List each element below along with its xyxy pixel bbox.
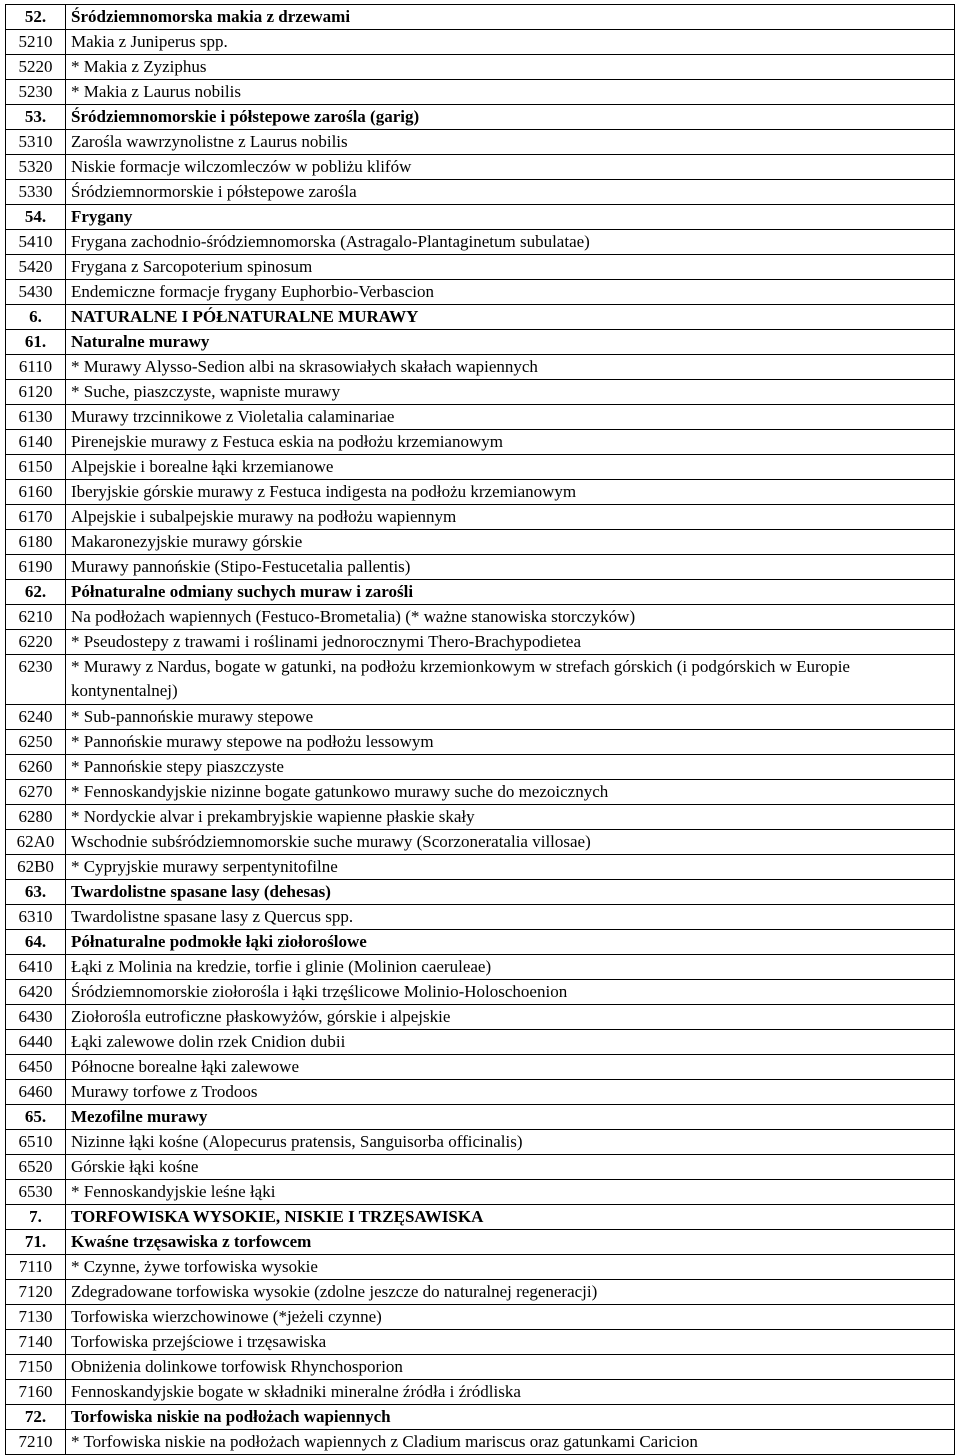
section-header-row	[6, 330, 955, 355]
table-row	[6, 255, 955, 280]
table-row	[6, 655, 955, 705]
table-row	[6, 980, 955, 1005]
table-row	[6, 630, 955, 655]
habitat-name: * Czynne, żywe torfowiska wysokie	[66, 1255, 955, 1280]
habitat-code: 6310	[6, 905, 66, 930]
habitat-name: Śródziemnomorskie ziołorośla i łąki trzęślicowe Molinio-Holoschoenion	[66, 980, 955, 1005]
habitat-name: * Cypryjskie murawy serpentynitofilne	[66, 855, 955, 880]
habitat-table-body	[6, 5, 955, 1455]
section-header-row	[6, 305, 955, 330]
table-row	[6, 30, 955, 55]
habitat-code: 6180	[6, 530, 66, 555]
habitat-code: 7160	[6, 1380, 66, 1405]
habitat-code: 5230	[6, 80, 66, 105]
table-row	[6, 455, 955, 480]
habitat-name: Twardolistne spasane lasy (dehesas)	[66, 880, 955, 905]
table-row	[6, 855, 955, 880]
habitat-name: Półnaturalne odmiany suchych muraw i zarośli	[66, 580, 955, 605]
habitat-code: 62.	[6, 580, 66, 605]
habitat-code: 5420	[6, 255, 66, 280]
table-row	[6, 780, 955, 805]
table-row	[6, 955, 955, 980]
habitat-name: Śródziemnomorskie i półstepowe zarośla (garig)	[66, 105, 955, 130]
habitat-code: 5220	[6, 55, 66, 80]
habitat-code: 6450	[6, 1055, 66, 1080]
habitat-code: 6140	[6, 430, 66, 455]
table-row	[6, 55, 955, 80]
table-row	[6, 355, 955, 380]
habitat-name: Wschodnie subśródziemnomorskie suche murawy (Scorzoneratalia villosae)	[66, 830, 955, 855]
habitat-name: * Murawy Alysso-Sedion albi na skrasowiałych skałach wapiennych	[66, 355, 955, 380]
habitat-code: 7110	[6, 1255, 66, 1280]
habitat-name: Murawy trzcinnikowe z Violetalia calaminariae	[66, 405, 955, 430]
habitat-name: Łąki zalewowe dolin rzek Cnidion dubii	[66, 1030, 955, 1055]
habitat-code: 62A0	[6, 830, 66, 855]
table-row	[6, 430, 955, 455]
table-row	[6, 1080, 955, 1105]
habitat-name: Frygana zachodnio-śródziemnomorska (Astragalo-Plantaginetum subulatae)	[66, 230, 955, 255]
habitat-name: Murawy pannońskie (Stipo-Festucetalia pallentis)	[66, 555, 955, 580]
section-header-row	[6, 930, 955, 955]
table-row	[6, 480, 955, 505]
habitat-name: * Sub-pannońskie murawy stepowe	[66, 705, 955, 730]
habitat-name: * Suche, piaszczyste, wapniste murawy	[66, 380, 955, 405]
habitat-name: NATURALNE I PÓŁNATURALNE MURAWY	[66, 305, 955, 330]
habitat-name: * Fennoskandyjskie nizinne bogate gatunkowo murawy suche do mezoicznych	[66, 780, 955, 805]
habitat-code: 6250	[6, 730, 66, 755]
habitat-code: 5210	[6, 30, 66, 55]
table-row	[6, 280, 955, 305]
section-header-row	[6, 1105, 955, 1130]
table-row	[6, 905, 955, 930]
habitat-name: Łąki z Molinia na kredzie, torfie i glinie (Molinion caeruleae)	[66, 955, 955, 980]
habitat-name: Fennoskandyjskie bogate w składniki mineralne źródła i źródliska	[66, 1380, 955, 1405]
habitat-name: Na podłożach wapiennych (Festuco-Brometalia) (* ważne stanowiska storczyków)	[66, 605, 955, 630]
table-row	[6, 1005, 955, 1030]
table-row	[6, 1355, 955, 1380]
habitat-table	[5, 4, 955, 1455]
habitat-name: Zdegradowane torfowiska wysokie (zdolne jeszcze do naturalnej regeneracji)	[66, 1280, 955, 1305]
section-header-row	[6, 880, 955, 905]
habitat-name: Półnaturalne podmokłe łąki ziołoroślowe	[66, 930, 955, 955]
table-row	[6, 380, 955, 405]
habitat-name: Ziołorośla eutroficzne płaskowyżów, górskie i alpejskie	[66, 1005, 955, 1030]
table-row	[6, 505, 955, 530]
habitat-code: 7130	[6, 1305, 66, 1330]
habitat-name: Makia z Juniperus spp.	[66, 30, 955, 55]
habitat-code: 52.	[6, 5, 66, 30]
habitat-code: 5330	[6, 180, 66, 205]
habitat-name: TORFOWISKA WYSOKIE, NISKIE I TRZĘSAWISKA	[66, 1205, 955, 1230]
habitat-name: Śródziemnomorska makia z drzewami	[66, 5, 955, 30]
habitat-name: Kwaśne trzęsawiska z torfowcem	[66, 1230, 955, 1255]
section-header-row	[6, 105, 955, 130]
habitat-code: 7.	[6, 1205, 66, 1230]
table-row	[6, 405, 955, 430]
habitat-name: Nizinne łąki kośne (Alopecurus pratensis, Sanguisorba officinalis)	[66, 1130, 955, 1155]
habitat-code: 5320	[6, 155, 66, 180]
table-row	[6, 705, 955, 730]
table-row	[6, 155, 955, 180]
habitat-name: Alpejskie i subalpejskie murawy na podłożu wapiennym	[66, 505, 955, 530]
habitat-name: Torfowiska przejściowe i trzęsawiska	[66, 1330, 955, 1355]
habitat-name: * Makia z Zyziphus	[66, 55, 955, 80]
habitat-code: 6.	[6, 305, 66, 330]
table-row	[6, 1130, 955, 1155]
table-row	[6, 555, 955, 580]
table-row	[6, 1280, 955, 1305]
habitat-code: 6190	[6, 555, 66, 580]
habitat-name: * Makia z Laurus nobilis	[66, 80, 955, 105]
table-row	[6, 530, 955, 555]
table-row	[6, 805, 955, 830]
habitat-name: Twardolistne spasane lasy z Quercus spp.	[66, 905, 955, 930]
habitat-code: 53.	[6, 105, 66, 130]
habitat-code: 6530	[6, 1180, 66, 1205]
section-header-row	[6, 1230, 955, 1255]
habitat-code: 5430	[6, 280, 66, 305]
table-row	[6, 1305, 955, 1330]
table-row	[6, 1430, 955, 1455]
habitat-code: 6520	[6, 1155, 66, 1180]
habitat-name: * Murawy z Nardus, bogate w gatunki, na podłożu krzemionkowym w strefach górskich (i podgórskich w Europie kontynentalnej)	[66, 655, 955, 705]
habitat-code: 6460	[6, 1080, 66, 1105]
habitat-code: 6230	[6, 655, 66, 705]
habitat-code: 5410	[6, 230, 66, 255]
habitat-code: 6170	[6, 505, 66, 530]
habitat-name: * Pannońskie stepy piaszczyste	[66, 755, 955, 780]
habitat-name: Pirenejskie murawy z Festuca eskia na podłożu krzemianowym	[66, 430, 955, 455]
habitat-code: 65.	[6, 1105, 66, 1130]
table-row	[6, 1380, 955, 1405]
habitat-name: Frygana z Sarcopoterium spinosum	[66, 255, 955, 280]
habitat-code: 6120	[6, 380, 66, 405]
habitat-code: 62B0	[6, 855, 66, 880]
habitat-name: * Torfowiska niskie na podłożach wapiennych z Cladium mariscus oraz gatunkami Caricion	[66, 1430, 955, 1455]
section-header-row	[6, 580, 955, 605]
habitat-code: 6210	[6, 605, 66, 630]
habitat-code: 6150	[6, 455, 66, 480]
habitat-name: Torfowiska wierzchowinowe (*jeżeli czynne)	[66, 1305, 955, 1330]
habitat-name: Murawy torfowe z Trodoos	[66, 1080, 955, 1105]
table-row	[6, 830, 955, 855]
habitat-code: 6410	[6, 955, 66, 980]
habitat-code: 5310	[6, 130, 66, 155]
habitat-name: Mezofilne murawy	[66, 1105, 955, 1130]
habitat-name: Makaronezyjskie murawy górskie	[66, 530, 955, 555]
habitat-code: 6430	[6, 1005, 66, 1030]
habitat-name: Niskie formacje wilczomleczów w pobliżu klifów	[66, 155, 955, 180]
habitat-code: 7150	[6, 1355, 66, 1380]
habitat-code: 7210	[6, 1430, 66, 1455]
habitat-name: Endemiczne formacje frygany Euphorbio-Verbascion	[66, 280, 955, 305]
habitat-code: 6420	[6, 980, 66, 1005]
habitat-name: * Fennoskandyjskie leśne łąki	[66, 1180, 955, 1205]
habitat-name: Zarośla wawrzynolistne z Laurus nobilis	[66, 130, 955, 155]
habitat-name: Górskie łąki kośne	[66, 1155, 955, 1180]
section-header-row	[6, 205, 955, 230]
habitat-code: 63.	[6, 880, 66, 905]
habitat-code: 6510	[6, 1130, 66, 1155]
table-row	[6, 180, 955, 205]
habitat-name: * Pseudostepy z trawami i roślinami jednorocznymi Thero-Brachypodietea	[66, 630, 955, 655]
habitat-code: 6440	[6, 1030, 66, 1055]
table-row	[6, 1155, 955, 1180]
section-header-row	[6, 1405, 955, 1430]
habitat-code: 64.	[6, 930, 66, 955]
habitat-name: Obniżenia dolinkowe torfowisk Rhynchosporion	[66, 1355, 955, 1380]
habitat-code: 6110	[6, 355, 66, 380]
habitat-name: Torfowiska niskie na podłożach wapiennych	[66, 1405, 955, 1430]
table-row	[6, 1255, 955, 1280]
habitat-code: 6130	[6, 405, 66, 430]
table-row	[6, 755, 955, 780]
habitat-code: 6160	[6, 480, 66, 505]
table-row	[6, 1180, 955, 1205]
table-row	[6, 130, 955, 155]
habitat-name: Śródziemnormorskie i półstepowe zarośla	[66, 180, 955, 205]
table-row	[6, 1055, 955, 1080]
habitat-code: 6280	[6, 805, 66, 830]
habitat-code: 7140	[6, 1330, 66, 1355]
habitat-name: * Pannońskie murawy stepowe na podłożu lessowym	[66, 730, 955, 755]
habitat-code: 6240	[6, 705, 66, 730]
table-row	[6, 730, 955, 755]
section-header-row	[6, 5, 955, 30]
habitat-code: 61.	[6, 330, 66, 355]
habitat-code: 6220	[6, 630, 66, 655]
habitat-code: 71.	[6, 1230, 66, 1255]
habitat-name: Iberyjskie górskie murawy z Festuca indigesta na podłożu krzemianowym	[66, 480, 955, 505]
table-row	[6, 1330, 955, 1355]
table-row	[6, 80, 955, 105]
section-header-row	[6, 1205, 955, 1230]
habitat-name: Alpejskie i borealne łąki krzemianowe	[66, 455, 955, 480]
habitat-code: 72.	[6, 1405, 66, 1430]
habitat-code: 6270	[6, 780, 66, 805]
table-row	[6, 230, 955, 255]
habitat-name: * Nordyckie alvar i prekambryjskie wapienne płaskie skały	[66, 805, 955, 830]
table-row	[6, 1030, 955, 1055]
habitat-name: Naturalne murawy	[66, 330, 955, 355]
habitat-code: 6260	[6, 755, 66, 780]
habitat-name: Północne borealne łąki zalewowe	[66, 1055, 955, 1080]
habitat-code: 7120	[6, 1280, 66, 1305]
table-row	[6, 605, 955, 630]
habitat-name: Frygany	[66, 205, 955, 230]
habitat-code: 54.	[6, 205, 66, 230]
